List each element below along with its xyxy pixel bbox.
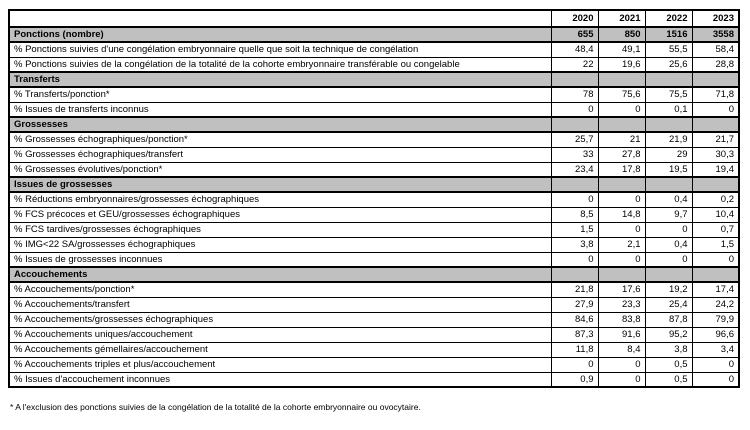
data-row — [9, 357, 739, 372]
data-row — [9, 102, 739, 117]
value-cell: 87,3 — [551, 327, 598, 342]
value-cell: 3,8 — [551, 237, 598, 252]
row-label-cell: % Transferts/ponction* — [9, 87, 551, 102]
value-cell: 25,7 — [551, 132, 598, 147]
value-cell: 79,9 — [692, 312, 739, 327]
row-label-cell: % Issues d'accouchement inconnues — [9, 372, 551, 387]
data-row — [9, 282, 739, 297]
value-cell: 0,7 — [692, 222, 739, 237]
value-cell — [692, 267, 739, 282]
value-cell: 3558 — [692, 27, 739, 42]
value-cell — [692, 177, 739, 192]
corner-cell — [9, 10, 551, 27]
row-label-cell: % FCS précoces et GEU/grossesses échographiques — [9, 207, 551, 222]
value-cell: 0 — [692, 372, 739, 387]
data-row — [9, 372, 739, 387]
value-cell: 0 — [598, 102, 645, 117]
value-cell: 1516 — [645, 27, 692, 42]
value-cell: 58,4 — [692, 42, 739, 57]
value-cell: 19,4 — [692, 162, 739, 177]
value-cell: 95,2 — [645, 327, 692, 342]
value-cell — [598, 72, 645, 87]
value-cell: 0 — [551, 102, 598, 117]
row-label-cell: Grossesses — [9, 117, 551, 132]
value-cell: 9,7 — [645, 207, 692, 222]
value-cell: 0 — [645, 222, 692, 237]
value-cell — [645, 267, 692, 282]
value-cell: 0,4 — [645, 192, 692, 207]
row-label-cell: Transferts — [9, 72, 551, 87]
section-row — [9, 27, 739, 42]
value-cell: 655 — [551, 27, 598, 42]
value-cell — [598, 267, 645, 282]
value-cell: 21,7 — [692, 132, 739, 147]
data-row — [9, 252, 739, 267]
value-cell: 0,5 — [645, 372, 692, 387]
value-cell: 84,6 — [551, 312, 598, 327]
value-cell: 14,8 — [598, 207, 645, 222]
row-label-cell: Accouchements — [9, 267, 551, 282]
data-row — [9, 312, 739, 327]
value-cell: 83,8 — [598, 312, 645, 327]
value-cell — [551, 117, 598, 132]
value-cell: 27,9 — [551, 297, 598, 312]
value-cell: 23,3 — [598, 297, 645, 312]
value-cell: 0,9 — [551, 372, 598, 387]
row-label-cell: % Accouchements triples et plus/accouchement — [9, 357, 551, 372]
data-row — [9, 192, 739, 207]
value-cell: 75,6 — [598, 87, 645, 102]
row-label-cell: % Ponctions suivies de la congélation de la totalité de la cohorte embryonnaire transférable ou congelable — [9, 57, 551, 72]
value-cell: 11,8 — [551, 342, 598, 357]
data-row — [9, 162, 739, 177]
value-cell: 0,5 — [645, 357, 692, 372]
footnote: * A l'exclusion des ponctions suivies de la congélation de la totalité de la cohorte embryonnaire ou ovocytaire. — [10, 402, 421, 412]
value-cell: 19,6 — [598, 57, 645, 72]
value-cell: 0,4 — [645, 237, 692, 252]
data-row — [9, 57, 739, 72]
value-cell: 0 — [692, 102, 739, 117]
value-cell: 0 — [692, 252, 739, 267]
value-cell: 19,5 — [645, 162, 692, 177]
value-cell — [551, 72, 598, 87]
value-cell — [645, 117, 692, 132]
value-cell: 87,8 — [645, 312, 692, 327]
year-header-cell: 2020 — [551, 10, 598, 27]
value-cell — [551, 267, 598, 282]
value-cell: 27,8 — [598, 147, 645, 162]
value-cell: 0,2 — [692, 192, 739, 207]
section-row — [9, 177, 739, 192]
value-cell: 25,6 — [645, 57, 692, 72]
value-cell: 19,2 — [645, 282, 692, 297]
value-cell: 3,8 — [645, 342, 692, 357]
results-table — [8, 9, 740, 388]
value-cell: 0 — [645, 252, 692, 267]
row-label-cell: Ponctions (nombre) — [9, 27, 551, 42]
value-cell: 78 — [551, 87, 598, 102]
value-cell: 1,5 — [692, 237, 739, 252]
data-row — [9, 207, 739, 222]
year-header-cell: 2021 — [598, 10, 645, 27]
value-cell: 0 — [598, 357, 645, 372]
row-label-cell: Issues de grossesses — [9, 177, 551, 192]
value-cell: 17,6 — [598, 282, 645, 297]
year-header-row — [9, 10, 739, 27]
value-cell — [551, 177, 598, 192]
value-cell — [692, 72, 739, 87]
value-cell: 21,9 — [645, 132, 692, 147]
value-cell: 17,4 — [692, 282, 739, 297]
data-row — [9, 42, 739, 57]
value-cell: 75,5 — [645, 87, 692, 102]
results-table-wrap — [8, 9, 740, 388]
section-row — [9, 117, 739, 132]
row-label-cell: % FCS tardives/grossesses échographiques — [9, 222, 551, 237]
value-cell: 21,8 — [551, 282, 598, 297]
data-row — [9, 237, 739, 252]
value-cell: 28,8 — [692, 57, 739, 72]
row-label-cell: % Grossesses évolutives/ponction* — [9, 162, 551, 177]
value-cell — [692, 117, 739, 132]
value-cell: 25,4 — [645, 297, 692, 312]
value-cell: 8,4 — [598, 342, 645, 357]
value-cell — [645, 177, 692, 192]
data-row — [9, 87, 739, 102]
row-label-cell: % Grossesses échographiques/transfert — [9, 147, 551, 162]
value-cell: 23,4 — [551, 162, 598, 177]
data-row — [9, 327, 739, 342]
data-row — [9, 132, 739, 147]
value-cell: 0 — [598, 222, 645, 237]
section-row — [9, 267, 739, 282]
value-cell: 0 — [598, 252, 645, 267]
data-row — [9, 297, 739, 312]
value-cell: 91,6 — [598, 327, 645, 342]
value-cell: 22 — [551, 57, 598, 72]
value-cell: 850 — [598, 27, 645, 42]
row-label-cell: % Grossesses échographiques/ponction* — [9, 132, 551, 147]
value-cell: 24,2 — [692, 297, 739, 312]
table-body — [9, 27, 739, 387]
value-cell — [598, 177, 645, 192]
row-label-cell: % Réductions embryonnaires/grossesses échographiques — [9, 192, 551, 207]
value-cell: 0 — [598, 372, 645, 387]
value-cell: 49,1 — [598, 42, 645, 57]
value-cell: 0,1 — [645, 102, 692, 117]
row-label-cell: % Accouchements/grossesses échographiques — [9, 312, 551, 327]
value-cell: 0 — [551, 357, 598, 372]
value-cell: 55,5 — [645, 42, 692, 57]
value-cell: 0 — [692, 357, 739, 372]
data-row — [9, 222, 739, 237]
value-cell: 71,8 — [692, 87, 739, 102]
row-label-cell: % Accouchements uniques/accouchement — [9, 327, 551, 342]
value-cell: 3,4 — [692, 342, 739, 357]
value-cell: 33 — [551, 147, 598, 162]
data-row — [9, 342, 739, 357]
row-label-cell: % Accouchements/transfert — [9, 297, 551, 312]
value-cell: 0 — [598, 192, 645, 207]
year-header-cell: 2022 — [645, 10, 692, 27]
value-cell: 30,3 — [692, 147, 739, 162]
row-label-cell: % Issues de transferts inconnus — [9, 102, 551, 117]
row-label-cell: % Accouchements/ponction* — [9, 282, 551, 297]
value-cell: 17,8 — [598, 162, 645, 177]
value-cell: 1,5 — [551, 222, 598, 237]
value-cell — [598, 117, 645, 132]
value-cell: 21 — [598, 132, 645, 147]
value-cell: 8,5 — [551, 207, 598, 222]
row-label-cell: % Accouchements gémellaires/accouchement — [9, 342, 551, 357]
value-cell: 0 — [551, 192, 598, 207]
value-cell: 0 — [551, 252, 598, 267]
year-header-cell: 2023 — [692, 10, 739, 27]
section-row — [9, 72, 739, 87]
value-cell: 96,6 — [692, 327, 739, 342]
value-cell — [645, 72, 692, 87]
value-cell: 29 — [645, 147, 692, 162]
value-cell: 10,4 — [692, 207, 739, 222]
data-row — [9, 147, 739, 162]
table-header — [9, 10, 739, 27]
row-label-cell: % Ponctions suivies d'une congélation embryonnaire quelle que soit la technique de congélation — [9, 42, 551, 57]
row-label-cell: % IMG<22 SA/grossesses échographiques — [9, 237, 551, 252]
value-cell: 2,1 — [598, 237, 645, 252]
row-label-cell: % Issues de grossesses inconnues — [9, 252, 551, 267]
value-cell: 48,4 — [551, 42, 598, 57]
